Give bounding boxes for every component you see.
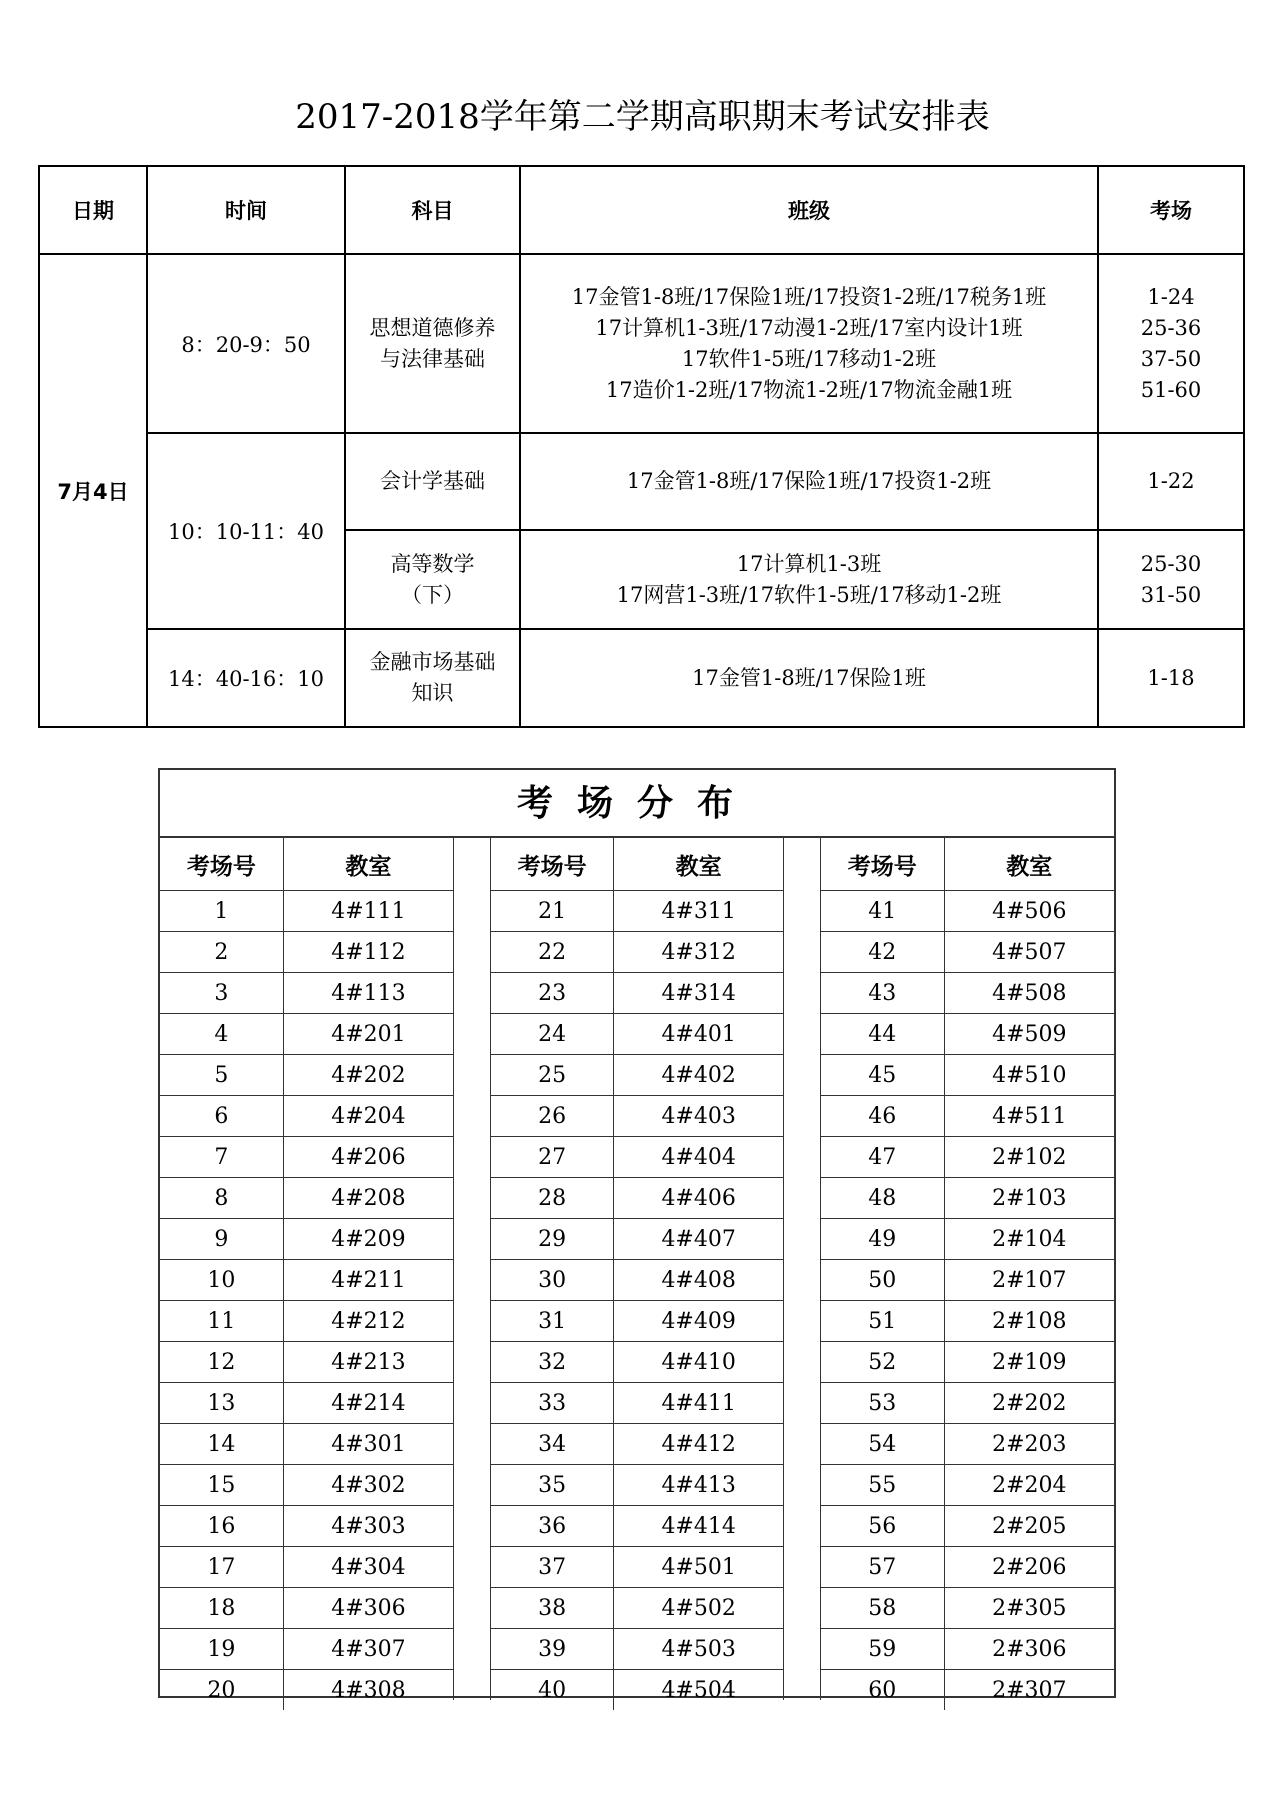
table-row	[160, 1096, 453, 1137]
table-row	[160, 891, 453, 932]
table-row	[491, 932, 783, 973]
exam-schedule-table	[38, 165, 1245, 728]
room-number: 30	[491, 1260, 614, 1301]
classroom: 4#307	[283, 1629, 453, 1670]
classroom: 4#111	[283, 891, 453, 932]
table-row	[821, 1629, 1114, 1670]
schedule-row	[39, 629, 1244, 727]
room-section-table	[491, 838, 783, 1710]
classroom: 4#113	[283, 973, 453, 1014]
classroom: 4#401	[614, 1014, 783, 1055]
classroom: 2#109	[944, 1342, 1114, 1383]
classroom: 4#208	[283, 1178, 453, 1219]
room-number: 31	[491, 1301, 614, 1342]
table-row	[821, 973, 1114, 1014]
classroom: 4#201	[283, 1014, 453, 1055]
room-section	[160, 838, 454, 1703]
room-number: 25	[491, 1055, 614, 1096]
room-section-table	[821, 838, 1114, 1710]
table-row	[821, 1096, 1114, 1137]
class-line: 17金管1-8班/17保险1班/17投资1-2班/17税务1班	[571, 284, 1047, 309]
classroom-header: 教室	[944, 838, 1114, 891]
subject-line: 会计学基础	[380, 469, 485, 493]
room-number: 36	[491, 1506, 614, 1547]
room-range: 1-22	[1147, 469, 1195, 493]
room-number: 16	[160, 1506, 283, 1547]
table-row	[160, 1383, 453, 1424]
exam-classes	[520, 433, 1098, 530]
header-time: 时间	[147, 166, 345, 254]
table-row	[491, 1096, 783, 1137]
table-row	[160, 932, 453, 973]
classroom: 2#107	[944, 1260, 1114, 1301]
classroom: 2#204	[944, 1465, 1114, 1506]
class-line: 17网营1-3班/17软件1-5班/17移动1-2班	[616, 582, 1002, 607]
table-row	[491, 1178, 783, 1219]
classroom: 4#303	[283, 1506, 453, 1547]
table-row	[491, 1547, 783, 1588]
room-number: 3	[160, 973, 283, 1014]
room-number: 35	[491, 1465, 614, 1506]
room-number: 6	[160, 1096, 283, 1137]
room-distribution-table	[158, 768, 1116, 1703]
room-number: 48	[821, 1178, 944, 1219]
classroom: 4#308	[331, 1677, 406, 1703]
room-number: 12	[160, 1342, 283, 1383]
table-row	[160, 1465, 453, 1506]
table-row	[821, 932, 1114, 973]
classroom-header: 教室	[614, 838, 783, 891]
room-number: 22	[491, 932, 614, 973]
room-number: 52	[821, 1342, 944, 1383]
room-number: 2	[160, 932, 283, 973]
table-row	[491, 1506, 783, 1547]
room-number: 60	[821, 1670, 944, 1711]
classroom: 2#104	[944, 1219, 1114, 1260]
exam-date: 7月4日	[39, 254, 147, 727]
room-number: 42	[821, 932, 944, 973]
header-classes: 班级	[520, 166, 1098, 254]
room-number: 54	[821, 1424, 944, 1465]
classroom: 4#506	[944, 891, 1114, 932]
classroom: 4#503	[614, 1629, 783, 1670]
room-number: 59	[821, 1629, 944, 1670]
room-number: 47	[821, 1137, 944, 1178]
classroom: 4#403	[614, 1096, 783, 1137]
section-spacer	[454, 838, 490, 1700]
classroom: 4#206	[283, 1137, 453, 1178]
room-number: 37	[491, 1547, 614, 1588]
schedule-header-row	[39, 166, 1244, 254]
room-header-row	[160, 838, 453, 891]
table-row	[160, 1342, 453, 1383]
exam-classes	[520, 254, 1098, 433]
room-section-table	[160, 838, 453, 1710]
exam-rooms	[1098, 530, 1244, 629]
room-number: 20	[160, 1670, 283, 1711]
room-header-row	[491, 838, 783, 891]
room-number: 43	[821, 973, 944, 1014]
room-number: 28	[491, 1178, 614, 1219]
exam-time: 8：20-9：50	[147, 254, 345, 433]
header-rooms: 考场	[1098, 166, 1244, 254]
classroom: 4#212	[283, 1301, 453, 1342]
exam-subject	[345, 254, 520, 433]
table-row	[821, 1219, 1114, 1260]
class-line: 17金管1-8班/17保险1班/17投资1-2班	[626, 469, 992, 493]
subject-line: 与法律基础	[380, 346, 485, 371]
table-row	[491, 1014, 783, 1055]
room-number: 39	[491, 1629, 614, 1670]
classroom-header: 教室	[283, 838, 453, 891]
table-row	[160, 973, 453, 1014]
classroom: 2#203	[944, 1424, 1114, 1465]
table-row	[491, 1383, 783, 1424]
table-row	[491, 973, 783, 1014]
table-row	[491, 1424, 783, 1465]
class-line: 17计算机1-3班	[736, 551, 882, 576]
room-range: 25-36	[1140, 315, 1202, 340]
subject-line: （下）	[401, 582, 464, 607]
classroom: 4#211	[283, 1260, 453, 1301]
exam-time: 14：40-16：10	[147, 629, 345, 727]
classroom: 4#412	[614, 1424, 783, 1465]
classroom: 2#103	[944, 1178, 1114, 1219]
table-row	[491, 1137, 783, 1178]
classroom: 4#306	[283, 1588, 453, 1629]
classroom: 2#102	[944, 1137, 1114, 1178]
room-no-header: 考场号	[821, 838, 944, 891]
table-row	[491, 1260, 783, 1301]
room-number: 7	[160, 1137, 283, 1178]
classroom: 4#314	[614, 973, 783, 1014]
room-number: 49	[821, 1219, 944, 1260]
exam-classes	[520, 530, 1098, 629]
classroom: 4#202	[283, 1055, 453, 1096]
table-row	[160, 1055, 453, 1096]
room-section	[820, 838, 1114, 1703]
exam-rooms	[1098, 629, 1244, 727]
classroom: 4#213	[283, 1342, 453, 1383]
room-number: 40	[491, 1670, 614, 1711]
exam-classes	[520, 629, 1098, 727]
room-number: 14	[160, 1424, 283, 1465]
room-number: 46	[821, 1096, 944, 1137]
room-section	[490, 838, 784, 1703]
table-row	[491, 1055, 783, 1096]
room-number: 55	[821, 1465, 944, 1506]
subject-line: 知识	[411, 681, 454, 705]
classroom: 4#413	[614, 1465, 783, 1506]
room-number: 5	[160, 1055, 283, 1096]
room-number: 15	[160, 1465, 283, 1506]
classroom: 4#204	[283, 1096, 453, 1137]
classroom: 2#205	[944, 1506, 1114, 1547]
room-number: 32	[491, 1342, 614, 1383]
room-number: 24	[491, 1014, 614, 1055]
table-row	[821, 1342, 1114, 1383]
table-row	[160, 1670, 453, 1711]
table-row	[821, 1178, 1114, 1219]
classroom: 4#404	[614, 1137, 783, 1178]
table-row	[821, 1547, 1114, 1588]
table-row	[491, 1670, 783, 1711]
room-number: 33	[491, 1383, 614, 1424]
table-row	[491, 1588, 783, 1629]
classroom: 4#508	[944, 973, 1114, 1014]
table-row	[160, 1260, 453, 1301]
room-number: 50	[821, 1260, 944, 1301]
classroom: 4#414	[614, 1506, 783, 1547]
classroom: 4#312	[614, 932, 783, 973]
room-range: 31-50	[1140, 582, 1202, 607]
class-line: 17造价1-2班/17物流1-2班/17物流金融1班	[605, 377, 1013, 402]
table-row	[160, 1219, 453, 1260]
section-spacer	[784, 838, 820, 1700]
table-row	[491, 1629, 783, 1670]
classroom: 4#301	[283, 1424, 453, 1465]
table-row	[821, 1383, 1114, 1424]
class-line: 17金管1-8班/17保险1班	[692, 665, 926, 690]
room-number: 18	[160, 1588, 283, 1629]
table-row	[491, 891, 783, 932]
page-title: 2017-2018学年第二学期高职期末考试安排表	[295, 97, 990, 137]
table-row	[821, 1588, 1114, 1629]
room-number: 44	[821, 1014, 944, 1055]
classroom: 4#410	[614, 1342, 783, 1383]
room-number: 21	[491, 891, 614, 932]
classroom: 4#504	[661, 1677, 736, 1703]
room-number: 41	[821, 891, 944, 932]
room-number: 10	[160, 1260, 283, 1301]
table-row	[821, 1424, 1114, 1465]
room-no-header: 考场号	[491, 838, 614, 891]
room-number: 53	[821, 1383, 944, 1424]
classroom: 2#306	[944, 1629, 1114, 1670]
exam-rooms	[1098, 433, 1244, 530]
subject-line: 思想道德修养	[369, 315, 496, 340]
room-number: 26	[491, 1096, 614, 1137]
classroom: 2#202	[944, 1383, 1114, 1424]
exam-time: 10：10-11：40	[147, 433, 345, 629]
table-row	[821, 1301, 1114, 1342]
room-number: 57	[821, 1547, 944, 1588]
classroom: 2#307	[992, 1677, 1067, 1703]
classroom: 4#209	[283, 1219, 453, 1260]
classroom: 4#501	[614, 1547, 783, 1588]
classroom: 4#407	[614, 1219, 783, 1260]
room-number: 8	[160, 1178, 283, 1219]
room-number: 17	[160, 1547, 283, 1588]
subject-line: 金融市场基础	[369, 650, 496, 674]
table-row	[160, 1629, 453, 1670]
exam-subject	[345, 530, 520, 629]
room-distribution-grid	[160, 838, 1114, 1703]
classroom: 4#511	[944, 1096, 1114, 1137]
classroom: 4#214	[283, 1383, 453, 1424]
table-row	[821, 1506, 1114, 1547]
table-row	[491, 1465, 783, 1506]
room-number: 29	[491, 1219, 614, 1260]
table-row	[160, 1137, 453, 1178]
subject-line: 高等数学	[390, 551, 475, 576]
header-date: 日期	[39, 166, 147, 254]
room-range: 1-18	[1147, 665, 1195, 690]
room-number: 23	[491, 973, 614, 1014]
room-number: 56	[821, 1506, 944, 1547]
classroom: 2#108	[944, 1301, 1114, 1342]
room-number: 58	[821, 1588, 944, 1629]
table-row	[160, 1178, 453, 1219]
classroom: 4#302	[283, 1465, 453, 1506]
classroom: 4#510	[944, 1055, 1114, 1096]
classroom: 4#411	[614, 1383, 783, 1424]
room-number: 9	[160, 1219, 283, 1260]
table-row	[821, 1137, 1114, 1178]
classroom: 4#304	[283, 1547, 453, 1588]
classroom: 4#409	[614, 1301, 783, 1342]
exam-subject	[345, 629, 520, 727]
table-row	[160, 1588, 453, 1629]
room-no-header: 考场号	[160, 838, 283, 891]
room-number: 27	[491, 1137, 614, 1178]
classroom: 4#402	[614, 1055, 783, 1096]
schedule-row	[39, 433, 1244, 530]
room-number: 34	[491, 1424, 614, 1465]
room-number: 19	[160, 1629, 283, 1670]
table-row	[821, 1014, 1114, 1055]
table-row	[160, 1506, 453, 1547]
classroom: 2#206	[944, 1547, 1114, 1588]
room-number: 45	[821, 1055, 944, 1096]
class-line: 17软件1-5班/17移动1-2班	[681, 346, 937, 371]
room-number: 51	[821, 1301, 944, 1342]
table-row	[491, 1219, 783, 1260]
schedule-row	[39, 254, 1244, 433]
room-number: 11	[160, 1301, 283, 1342]
table-row	[160, 1424, 453, 1465]
classroom: 4#406	[614, 1178, 783, 1219]
table-row	[160, 1547, 453, 1588]
table-row	[821, 1260, 1114, 1301]
table-row	[821, 1055, 1114, 1096]
room-number: 13	[160, 1383, 283, 1424]
table-row	[491, 1301, 783, 1342]
classroom: 4#509	[944, 1014, 1114, 1055]
class-line: 17计算机1-3班/17动漫1-2班/17室内设计1班	[595, 315, 1023, 340]
room-distribution-title: 考场分布	[160, 770, 1114, 838]
room-number: 38	[491, 1588, 614, 1629]
classroom: 4#311	[614, 891, 783, 932]
room-range: 25-30	[1140, 551, 1202, 576]
table-row	[821, 1670, 1114, 1711]
table-row	[821, 891, 1114, 932]
classroom: 4#112	[283, 932, 453, 973]
room-range: 37-50	[1140, 346, 1202, 371]
table-row	[491, 1342, 783, 1383]
header-subject: 科目	[345, 166, 520, 254]
exam-rooms	[1098, 254, 1244, 433]
room-header-row	[821, 838, 1114, 891]
table-row	[160, 1014, 453, 1055]
room-number: 1	[160, 891, 283, 932]
room-number: 4	[160, 1014, 283, 1055]
room-range: 51-60	[1140, 377, 1202, 402]
classroom: 4#408	[614, 1260, 783, 1301]
table-row	[821, 1465, 1114, 1506]
exam-subject	[345, 433, 520, 530]
table-row	[160, 1301, 453, 1342]
classroom: 2#305	[944, 1588, 1114, 1629]
classroom: 4#502	[614, 1588, 783, 1629]
room-range: 1-24	[1147, 284, 1195, 309]
classroom: 4#507	[944, 932, 1114, 973]
